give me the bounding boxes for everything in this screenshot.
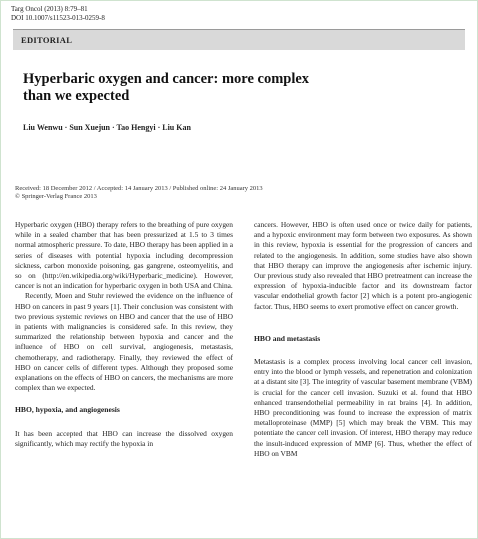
page-content: [7, 1, 471, 538]
right-column: [254, 220, 472, 459]
section-bar: [13, 29, 465, 50]
article-title: [23, 71, 443, 105]
journal-citation: Targ Oncol (2013) 8:79–81: [11, 5, 88, 13]
section-heading: HBO, hypoxia, and angiogenesis: [15, 405, 120, 415]
authors: Liu Wenwu · Sun Xuejun · Tao Hengyi · Liu Kan: [23, 123, 191, 132]
paragraph: It has been accepted that HBO can increase the dissolved oxygen significantly, which may rectify the hypoxia in: [15, 428, 233, 448]
copyright: © Springer-Verlag France 2013: [15, 193, 97, 200]
title-line-2: than we expected: [23, 88, 130, 104]
section-heading: HBO and metastasis: [254, 333, 321, 343]
doi: DOI 10.1007/s11523-013-0259-8: [11, 14, 105, 22]
paragraph: Hyperbaric oxygen (HBO) therapy refers to the breathing of pure oxygen while in a sealed chamber that has been pressurized at 1.5 to 3 times normal atmospheric pressure. To date, HBO therapy has been applied in a series of diseases with potential hypoxia including decompression sickness, carbon monoxide poisoning, gas gangrene, osteomyelitis, and so on (http://en.wikipedia.org/wiki/Hyperbaric_medicine). However, cancer is not an indication for hyperbaric oxygen in both USA and China.: [15, 220, 233, 291]
section-label: EDITORIAL: [21, 35, 73, 45]
publication-dates: Received: 18 December 2012 / Accepted: 14 January 2013 / Published online: 24 January 2013: [15, 185, 263, 192]
paragraph: cancers. However, HBO is often used once or twice daily for patients, and a hypoxic environment may form between two exposures. As shown in this review, hypoxia is essential for the progression of cancers and related to the angiogenesis. In addition, some studies have also shown that HBO therapy can improve the angiogenesis after ischemic injury. Our previous study also revealed that HBO pretreatment can increase the expression of hypoxia-inducible factor and its downstream factor vascular endothelial growth factor [2] which is a potent pro-angiogenic factor. Thus, HBO seems to exert promotive effect on cancer growth.: [254, 220, 472, 311]
paragraph: Recently, Moen and Stuhr reviewed the evidence on the influence of HBO on cancers in past 9 years [1]. Their conclusion was consistent with two previous systemic reviews on HBO and cancer that the use of HBO in patients with malignancies is considered safe. In this review, they summarized the relationship between hypoxia and cancer and the influence of HBO on cell survival, angiogenesis, metastasis, chemotherapy, and radiotherapy. Finally, they reviewed the effect of HBO on cancer cells of different types. Although they proposed some explanations on the effects of HBO on cancers, the mechanisms are more complex than we expected.: [15, 291, 233, 393]
title-line-1: Hyperbaric oxygen and cancer: more complex: [23, 71, 310, 87]
paragraph: Metastasis is a complex process involving local cancer cell invasion, entry into the blood or lymph vessels, and repenetration and colonization at a distant site [3]. The integrity of vascular basement membrane (VBM) is crucial for the cancer cell invasion. Suzuki et al. found that HBO enhanced transendothelial permeability in rat brains [4]. In addition, HBO preconditioning was found to increase the expression of matrix metalloproteinase (MMP) [5] which may break the VBM. This may potentiate the cancer cell invasion. Of interest, HBO therapy may reduce the insult-induced expression of MMP [6]. Thus, whether the effect of HBO on VBM: [254, 357, 472, 458]
left-column: [15, 220, 233, 449]
